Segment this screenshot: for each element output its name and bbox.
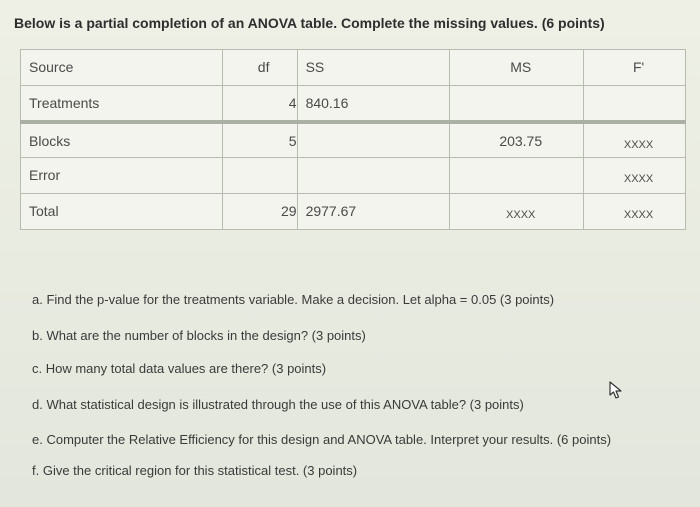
cell-ms bbox=[450, 158, 584, 194]
cell-df bbox=[222, 158, 297, 194]
anova-table bbox=[20, 49, 686, 230]
header-source: Source bbox=[21, 50, 223, 86]
question-c: c. How many total data values are there? (3 points) bbox=[32, 361, 327, 376]
cell-ms: XXXX bbox=[450, 194, 584, 230]
instructions-heading: Below is a partial completion of an ANOVA table. Complete the missing values. (6 points) bbox=[14, 15, 605, 31]
cell-f: XXXX bbox=[584, 194, 686, 230]
cell-df: 5 bbox=[222, 122, 297, 158]
cell-f: XXXX bbox=[584, 158, 686, 194]
mouse-pointer-icon bbox=[608, 381, 624, 399]
table-header-row bbox=[21, 50, 686, 86]
header-ss: SS bbox=[297, 50, 450, 86]
cell-ms: 203.75 bbox=[450, 122, 584, 158]
cell-ms bbox=[450, 86, 584, 122]
question-f: f. Give the critical region for this statistical test. (3 points) bbox=[32, 463, 358, 478]
table-row-blocks bbox=[21, 122, 686, 158]
header-df: df bbox=[222, 50, 297, 86]
cell-source: Treatments bbox=[21, 86, 223, 122]
cell-source: Error bbox=[21, 158, 223, 194]
cell-ss: 2977.67 bbox=[297, 194, 450, 230]
cell-df: 29 bbox=[222, 194, 297, 230]
cell-f: XXXX bbox=[584, 122, 686, 158]
cell-ss bbox=[297, 158, 450, 194]
header-ms: MS bbox=[450, 50, 584, 86]
cell-df: 4 bbox=[222, 86, 297, 122]
question-b: b. What are the number of blocks in the design? (3 points) bbox=[32, 328, 366, 343]
table-row-total bbox=[21, 194, 686, 230]
question-a: a. Find the p-value for the treatments variable. Make a decision. Let alpha = 0.05 (3 points) bbox=[32, 292, 555, 307]
header-f: F' bbox=[584, 50, 686, 86]
cell-source: Total bbox=[21, 194, 223, 230]
question-d: d. What statistical design is illustrated through the use of this ANOVA table? (3 points) bbox=[32, 397, 524, 412]
cell-source: Blocks bbox=[21, 122, 223, 158]
table-row-treatments bbox=[21, 86, 686, 122]
cell-ss: 840.16 bbox=[297, 86, 450, 122]
cell-ss bbox=[297, 122, 450, 158]
question-e: e. Computer the Relative Efficiency for this design and ANOVA table. Interpret your results. (6 points) bbox=[32, 432, 612, 447]
table-row-error bbox=[21, 158, 686, 194]
cell-f bbox=[584, 86, 686, 122]
